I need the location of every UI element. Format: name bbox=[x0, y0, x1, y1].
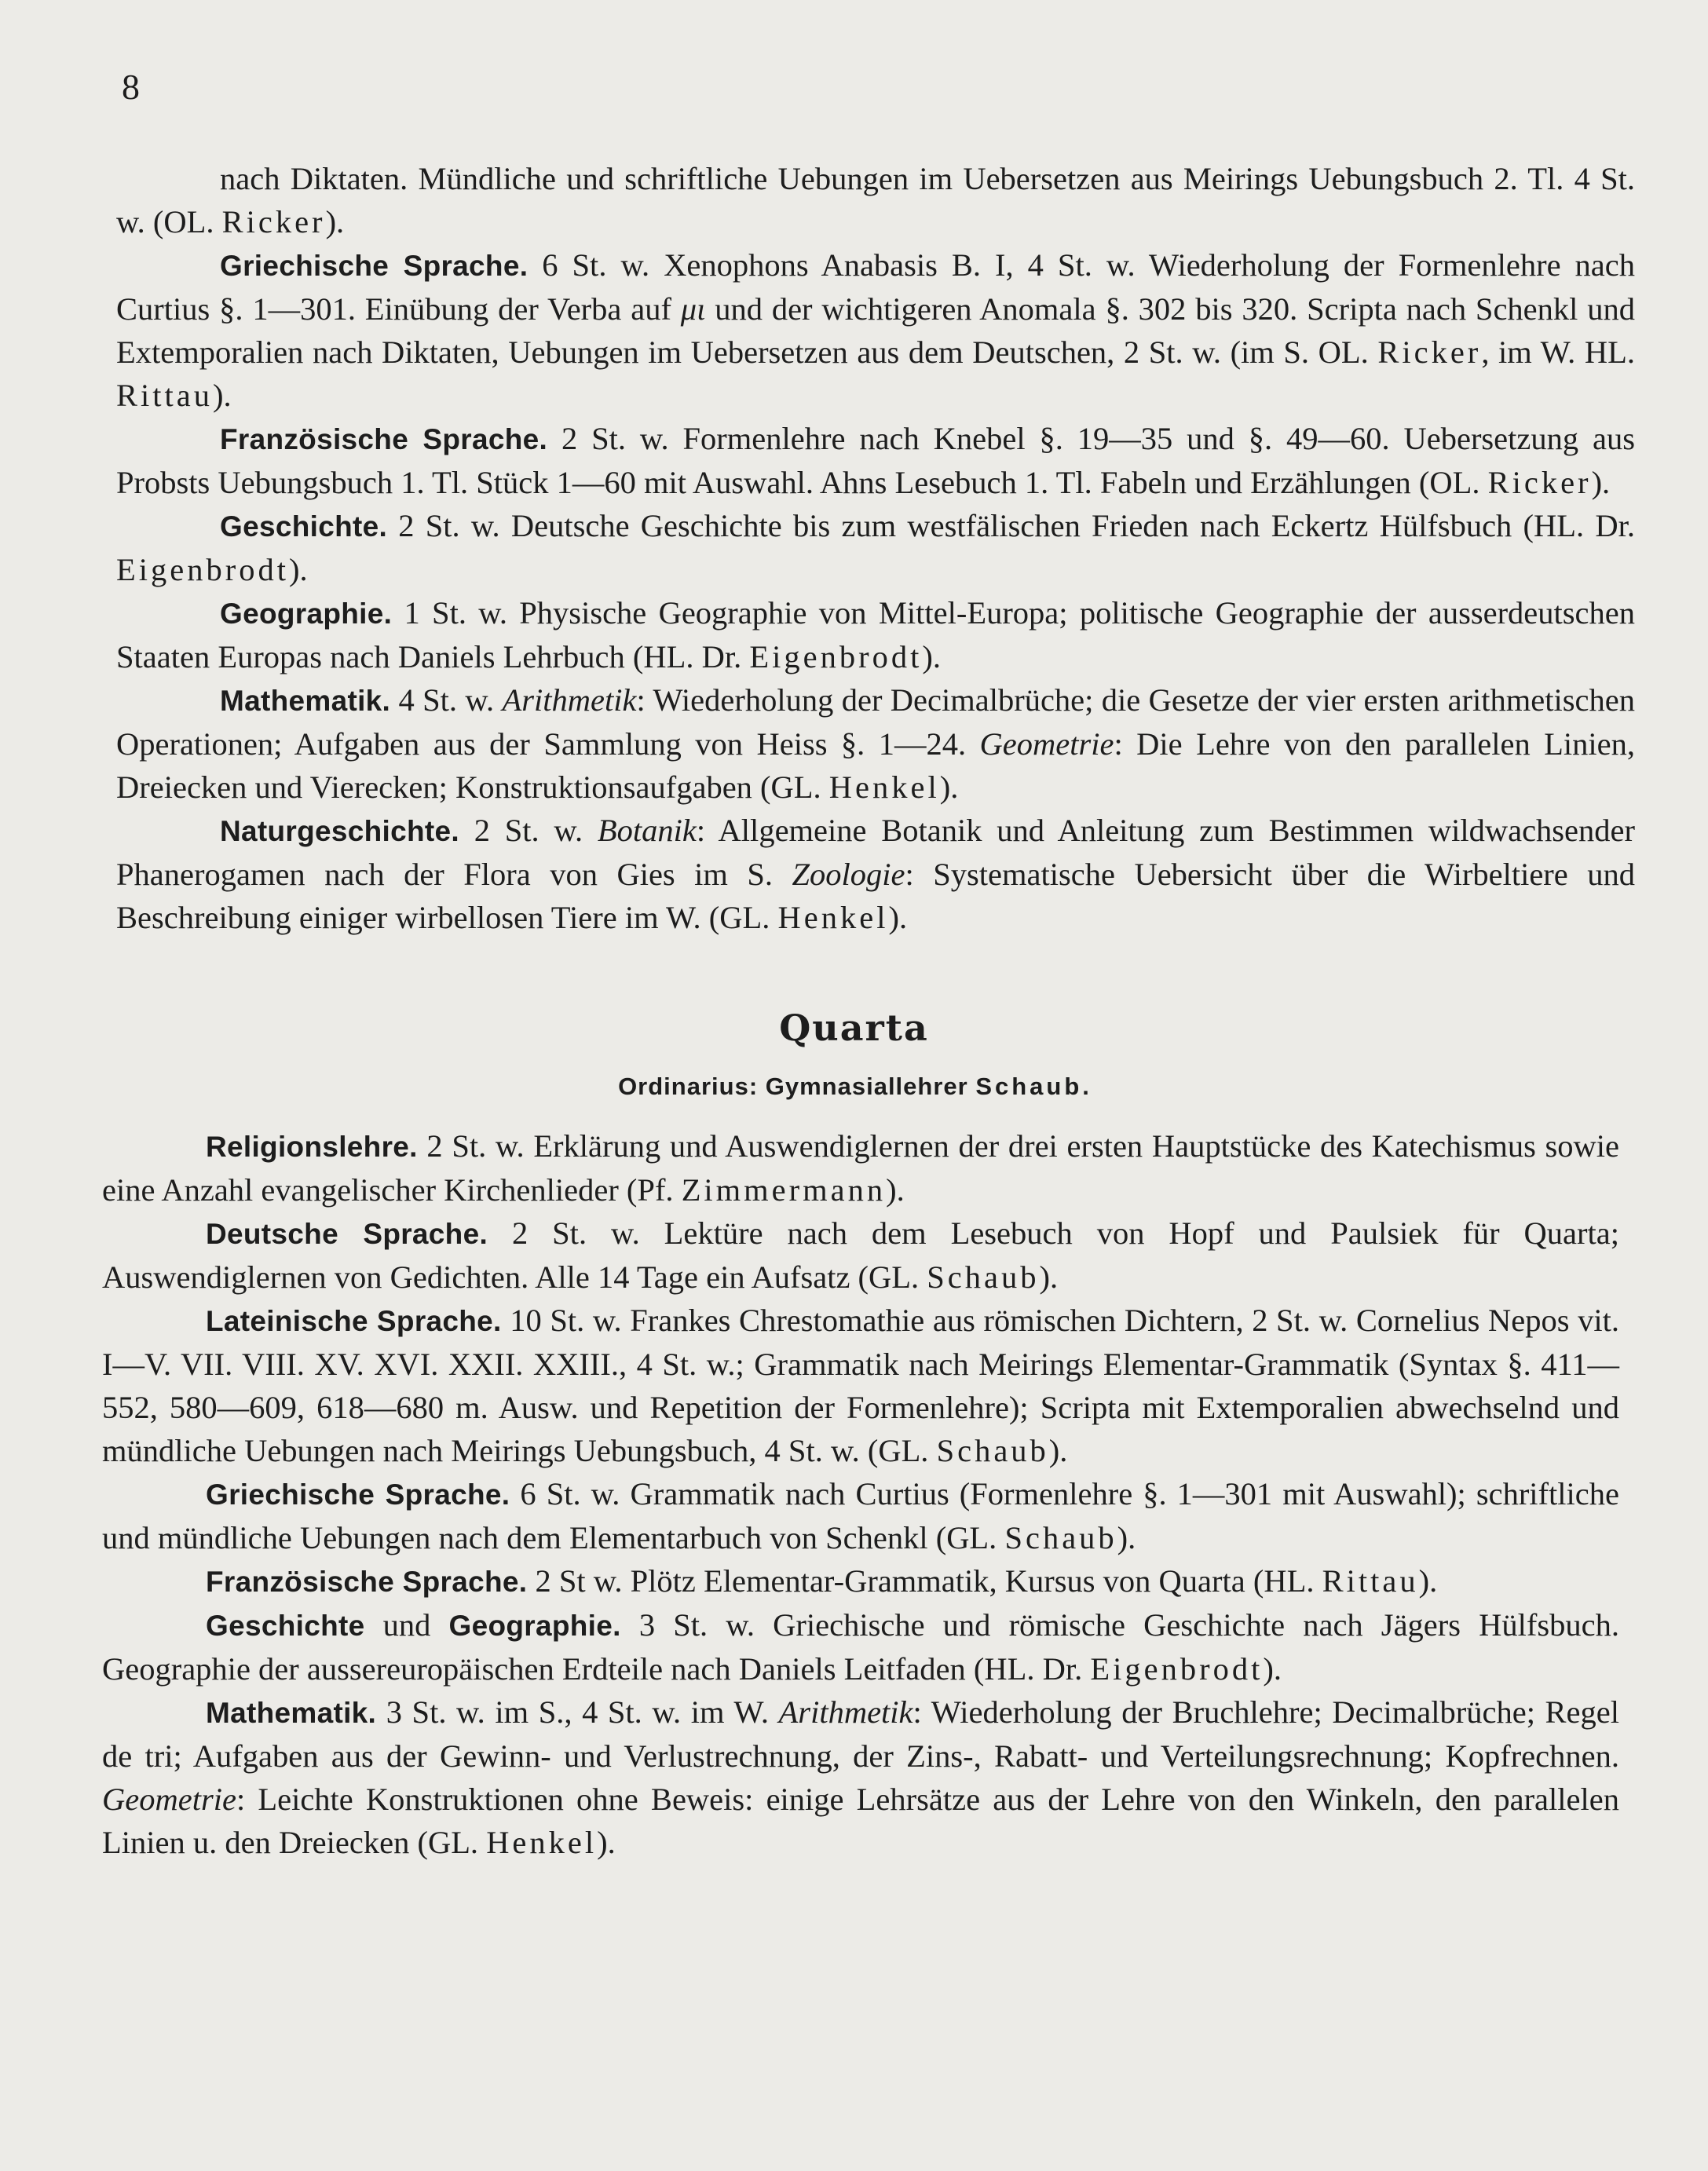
teacher-name: Schaub bbox=[936, 1433, 1049, 1468]
subject-heading: Griechische Sprache. bbox=[206, 1478, 510, 1511]
teacher-name: Ricker bbox=[1487, 465, 1592, 500]
teacher-name: Henkel bbox=[486, 1825, 598, 1860]
geschichte-geographie-paragraph: Geschichte und Geographie. 3 St. w. Griechische und römische Geschichte nach Jägers Hülfsbuch. Geographie der aussereuropäischen Erdteile nach Daniels Leitfaden (HL. Dr. Eigenbrodt). bbox=[102, 1607, 1619, 1687]
mathematik-paragraph: Mathematik. 4 St. w. Arithmetik: Wiederholung der Decimalbrüche; die Gesetze der vier ersten arithmetischen Operationen; Aufgaben aus der Sammlung von Heiss §. 1—24. Geometrie: Die Lehre von den parallelen Linien, Dreiecken und Vierecken; Konstruktionsaufgaben (GL. Henkel). bbox=[116, 682, 1635, 805]
subject-heading: Lateinische Sprache. bbox=[206, 1305, 502, 1337]
griechisch-paragraph: Griechische Sprache. 6 St. w. Xenophons Anabasis B. I, 4 St. w. Wiederholung der Formenlehre nach Curtius §. 1—301. Einübung der Verba auf μι und der wichtigeren Anomala §. 302 bis 320. Scripta nach Schenkl und Extemporalien nach Diktaten, Uebungen im Uebersetzen aus dem Deutschen, 2 St. w. (im S. OL. Ricker, im W. HL. Rittau). bbox=[116, 247, 1635, 413]
teacher-name: Henkel bbox=[828, 769, 940, 805]
deutsch-paragraph: Deutsche Sprache. 2 St. w. Lektüre nach dem Lesebuch von Hopf und Paulsiek für Quarta; Auswendiglernen von Gedichten. Alle 14 Tage ein Aufsatz (GL. Schaub). bbox=[102, 1215, 1619, 1295]
teacher-name: Rittau bbox=[116, 378, 213, 413]
subject-heading: Geschichte. bbox=[220, 510, 388, 543]
franzoesisch-quarta-paragraph: Französische Sprache. 2 St w. Plötz Elementar-Grammatik, Kursus von Quarta (HL. Rittau). bbox=[206, 1563, 1438, 1599]
subject-heading: Naturgeschichte. bbox=[220, 815, 459, 847]
subject-heading: Deutsche Sprache. bbox=[206, 1218, 488, 1250]
geschichte-paragraph: Geschichte. 2 St. w. Deutsche Geschichte bis zum westfälischen Frieden nach Eckertz Hülfsbuch (HL. Dr. Eigenbrodt). bbox=[116, 508, 1635, 587]
griechisch-quarta-paragraph: Griechische Sprache. 6 St. w. Grammatik nach Curtius (Formenlehre §. 1—301 mit Auswahl); schriftliche und mündliche Uebungen nach dem Elementarbuch von Schenkl (GL. Schaub). bbox=[102, 1476, 1620, 1555]
teacher-name: Eigenbrodt bbox=[116, 552, 289, 587]
teacher-name: Eigenbrodt bbox=[749, 639, 923, 674]
franzoesisch-paragraph: Französische Sprache. 2 St. w. Formenlehre nach Knebel §. 19—35 und §. 49—60. Uebersetzung aus Probsts Uebungsbuch 1. Tl. Stück 1—60 mit Auswahl. Ahns Lesebuch 1. Tl. Fabeln und Erzählungen (OL. Ricker). bbox=[116, 421, 1636, 500]
teacher-name: Ricker bbox=[1377, 334, 1482, 370]
teacher-name: Rittau bbox=[1322, 1563, 1419, 1599]
subject-heading: Geographie. bbox=[220, 598, 393, 630]
teacher-name: Schaub bbox=[975, 1073, 1083, 1100]
subject-heading: Griechische Sprache. bbox=[220, 250, 528, 282]
religion-paragraph: Religionslehre. 2 St. w. Erklärung und Auswendiglernen der drei ersten Hauptstücke des Katechismus sowie eine Anzahl evangelischer Kirchenlieder (Pf. Zimmermann). bbox=[102, 1128, 1619, 1208]
upper-section bbox=[0, 157, 1708, 939]
mathematik-quarta-paragraph: Mathematik. 3 St. w. im S., 4 St. w. im W. Arithmetik: Wiederholung der Bruchlehre; Decimalbrüche; Regel de tri; Aufgaben aus der Gewinn- und Verlustrechnung, der Zins-, Rabatt- und Verteilungsrechnung; Kopfrechnen. Geometrie: Leichte Konstruktionen ohne Beweis: einige Lehrsätze aus der Lehre von den Winkeln, den parallelen Linien u. den Dreiecken (GL. Henkel). bbox=[102, 1694, 1619, 1860]
geographie-paragraph: Geographie. 1 St. w. Physische Geographie von Mittel-Europa; politische Geographie der ausserdeutschen Staaten Europas nach Daniels Lehrbuch (HL. Dr. Eigenbrodt). bbox=[116, 595, 1635, 674]
subject-heading: Mathematik. bbox=[206, 1697, 377, 1729]
teacher-name: Ricker bbox=[221, 204, 326, 239]
quarta-section bbox=[0, 1124, 1708, 1864]
subject-heading: Französische Sprache. bbox=[206, 1566, 528, 1598]
subject-heading: Geschichte bbox=[206, 1610, 365, 1642]
teacher-name: Zimmermann bbox=[681, 1172, 887, 1208]
subject-heading: Mathematik. bbox=[220, 685, 391, 717]
intro-paragraph: nach Diktaten. Mündliche und schriftliche Uebungen im Uebersetzen aus Meirings Uebungsbuch 2. Tl. 4 St. w. (OL. Ricker). bbox=[116, 161, 1635, 239]
teacher-name: Schaub bbox=[1004, 1520, 1117, 1555]
latein-paragraph: Lateinische Sprache. 10 St. w. Frankes Chrestomathie aus römischen Dichtern, 2 St. w. Cornelius Nepos vit. I—V. VII. VIII. XV. XVI. XXII. XXIII., 4 St. w.; Grammatik nach Meirings Elementar-Grammatik (Syntax §. 411—552, 580—609, 618—680 m. Ausw. und Repetition der Formenlehre); Scripta mit Extemporalien abwechselnd und mündliche Uebungen nach Meirings Uebungsbuch, 4 St. w. (GL. Schaub). bbox=[102, 1303, 1619, 1468]
section-title: Quarta bbox=[779, 1007, 929, 1049]
subject-heading: Französische Sprache. bbox=[220, 423, 548, 455]
naturgeschichte-paragraph: Naturgeschichte. 2 St. w. Botanik: Allgemeine Botanik und Anleitung zum Bestimmen wildwachsender Phanerogamen nach der Flora von Gies im S. Zoologie: Systematische Uebersicht über die Wirbeltiere und Beschreibung einiger wirbellosen Tiere im W. (GL. Henkel). bbox=[116, 813, 1635, 935]
ordinarius-line: Ordinarius: Gymnasiallehrer Schaub. bbox=[618, 1073, 1090, 1100]
teacher-name: Eigenbrodt bbox=[1090, 1651, 1264, 1687]
teacher-name: Schaub bbox=[927, 1259, 1040, 1295]
page-number: 8 bbox=[122, 67, 140, 107]
subject-heading: Geographie. bbox=[448, 1610, 621, 1642]
teacher-name: Henkel bbox=[777, 900, 889, 935]
subject-heading: Religionslehre. bbox=[206, 1131, 418, 1163]
